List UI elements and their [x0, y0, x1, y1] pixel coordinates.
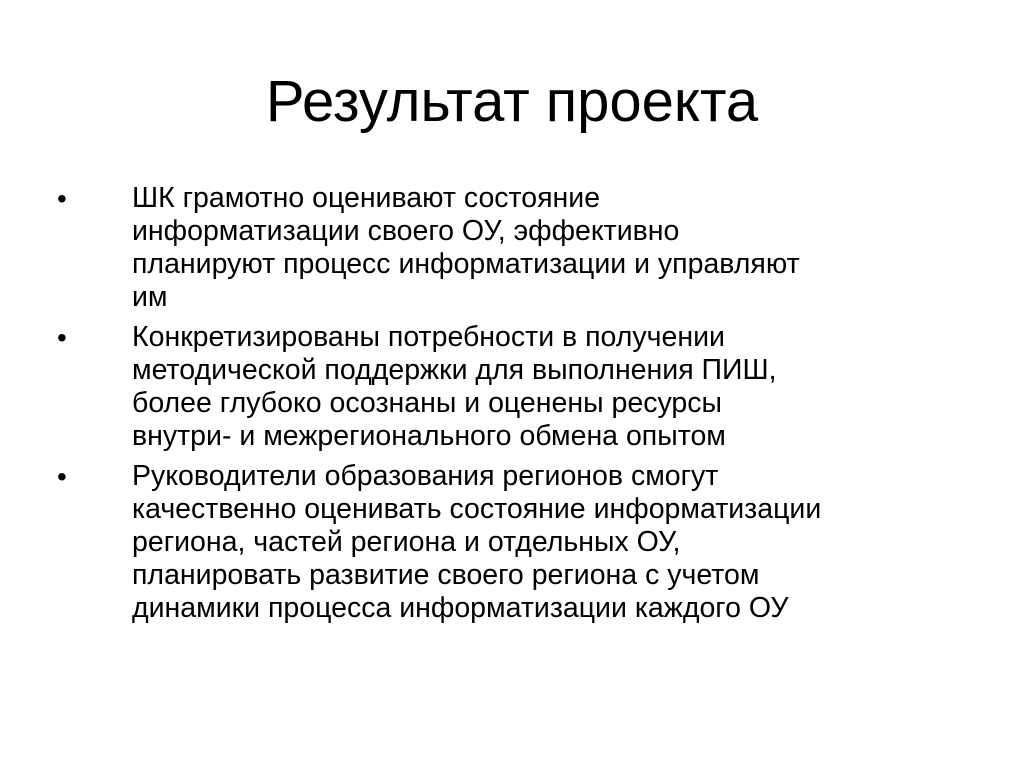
bullet-text: ШК грамотно оценивают состояние информатизации своего ОУ, эффективно планируют процесс информатизации и управляют им: [132, 182, 800, 313]
bullet-icon: •: [57, 322, 67, 353]
list-item: [55, 321, 985, 453]
list-item: [55, 460, 985, 625]
bullet-text: Руководители образования регионов смогут качественно оценивать состояние информатизации региона, частей региона и отдельных ОУ, планировать развитие своего региона с учетом динамики процесса информатизации каждого ОУ: [132, 460, 822, 624]
slide-title: Результат проекта: [265, 69, 759, 134]
bullet-icon: •: [57, 183, 67, 214]
bullet-list: [55, 182, 985, 632]
list-item: [55, 182, 985, 314]
bullet-text: Конкретизированы потребности в получении методической поддержки для выполнения ПИШ, более глубоко осознаны и оценены ресурсы внутри- и межрегионального обмена опытом: [132, 321, 777, 452]
bullet-icon: •: [57, 461, 67, 492]
